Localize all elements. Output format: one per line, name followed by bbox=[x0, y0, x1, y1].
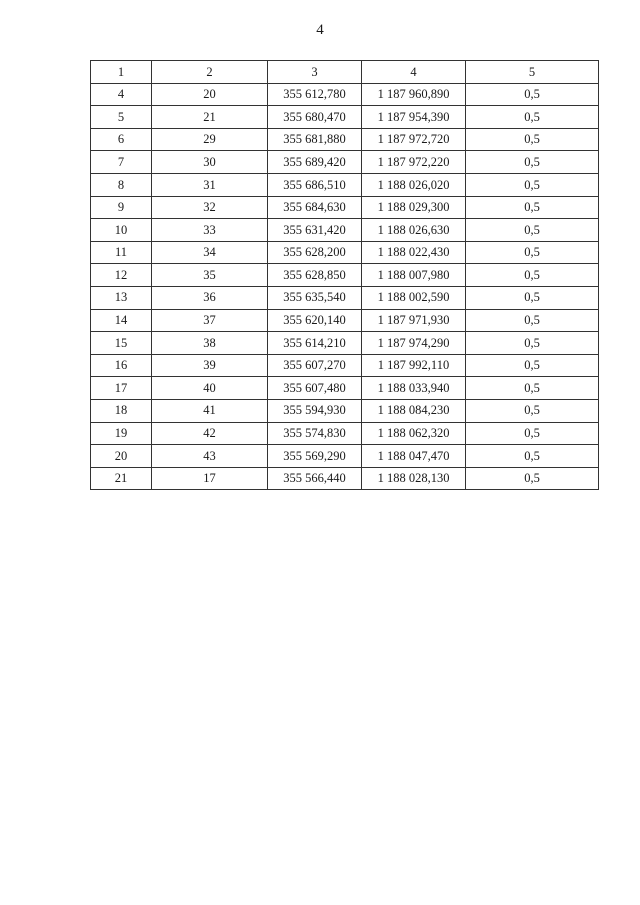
table-row bbox=[91, 241, 599, 264]
header-cell: 2 bbox=[152, 61, 268, 84]
table-cell: 0,5 bbox=[466, 83, 599, 106]
table-cell: 355 574,830 bbox=[268, 422, 362, 445]
table-row bbox=[91, 445, 599, 468]
table-cell: 33 bbox=[152, 219, 268, 242]
table-cell: 21 bbox=[152, 106, 268, 129]
table-row bbox=[91, 354, 599, 377]
table-cell: 43 bbox=[152, 445, 268, 468]
table-cell: 1 188 062,320 bbox=[362, 422, 466, 445]
table-cell: 1 187 972,220 bbox=[362, 151, 466, 174]
table-row bbox=[91, 83, 599, 106]
table-cell: 355 594,930 bbox=[268, 399, 362, 422]
header-cell: 1 bbox=[91, 61, 152, 84]
table-body bbox=[91, 83, 599, 490]
table-cell: 15 bbox=[91, 332, 152, 355]
table-cell: 32 bbox=[152, 196, 268, 219]
table-cell: 355 680,470 bbox=[268, 106, 362, 129]
table-cell: 14 bbox=[91, 309, 152, 332]
table-cell: 0,5 bbox=[466, 128, 599, 151]
table-cell: 38 bbox=[152, 332, 268, 355]
table-cell: 8 bbox=[91, 173, 152, 196]
table-cell: 41 bbox=[152, 399, 268, 422]
table-cell: 0,5 bbox=[466, 106, 599, 129]
table-cell: 37 bbox=[152, 309, 268, 332]
table-cell: 1 187 974,290 bbox=[362, 332, 466, 355]
table-cell: 30 bbox=[152, 151, 268, 174]
table-cell: 0,5 bbox=[466, 286, 599, 309]
table-cell: 12 bbox=[91, 264, 152, 287]
table-cell: 355 566,440 bbox=[268, 467, 362, 490]
table-row bbox=[91, 422, 599, 445]
table-cell: 0,5 bbox=[466, 399, 599, 422]
table-cell: 1 187 954,390 bbox=[362, 106, 466, 129]
table-cell: 1 187 960,890 bbox=[362, 83, 466, 106]
table-cell: 1 188 007,980 bbox=[362, 264, 466, 287]
table-cell: 0,5 bbox=[466, 151, 599, 174]
table-cell: 21 bbox=[91, 467, 152, 490]
header-cell: 3 bbox=[268, 61, 362, 84]
table-cell: 35 bbox=[152, 264, 268, 287]
table-cell: 11 bbox=[91, 241, 152, 264]
table-cell: 355 620,140 bbox=[268, 309, 362, 332]
table-cell: 1 188 047,470 bbox=[362, 445, 466, 468]
table-cell: 0,5 bbox=[466, 241, 599, 264]
table-cell: 1 188 022,430 bbox=[362, 241, 466, 264]
coordinates-table bbox=[90, 60, 599, 490]
table-cell: 0,5 bbox=[466, 445, 599, 468]
table-cell: 17 bbox=[91, 377, 152, 400]
table-cell: 0,5 bbox=[466, 332, 599, 355]
table-cell: 16 bbox=[91, 354, 152, 377]
table-cell: 42 bbox=[152, 422, 268, 445]
table-cell: 1 187 992,110 bbox=[362, 354, 466, 377]
table-cell: 355 635,540 bbox=[268, 286, 362, 309]
table-cell: 0,5 bbox=[466, 467, 599, 490]
table-cell: 20 bbox=[91, 445, 152, 468]
table-cell: 1 187 971,930 bbox=[362, 309, 466, 332]
table-cell: 13 bbox=[91, 286, 152, 309]
table-cell: 0,5 bbox=[466, 354, 599, 377]
table-row bbox=[91, 151, 599, 174]
table-cell: 9 bbox=[91, 196, 152, 219]
table-cell: 18 bbox=[91, 399, 152, 422]
table-cell: 6 bbox=[91, 128, 152, 151]
table-cell: 0,5 bbox=[466, 173, 599, 196]
header-cell: 4 bbox=[362, 61, 466, 84]
table-cell: 355 681,880 bbox=[268, 128, 362, 151]
table-row bbox=[91, 173, 599, 196]
table-cell: 355 689,420 bbox=[268, 151, 362, 174]
table-cell: 17 bbox=[152, 467, 268, 490]
table-row bbox=[91, 399, 599, 422]
table-cell: 19 bbox=[91, 422, 152, 445]
table-cell: 1 188 026,020 bbox=[362, 173, 466, 196]
table-cell: 0,5 bbox=[466, 309, 599, 332]
table-row bbox=[91, 377, 599, 400]
table-cell: 29 bbox=[152, 128, 268, 151]
table-cell: 20 bbox=[152, 83, 268, 106]
table-row bbox=[91, 106, 599, 129]
table-cell: 1 187 972,720 bbox=[362, 128, 466, 151]
page-number: 4 bbox=[316, 22, 324, 38]
table-cell: 355 684,630 bbox=[268, 196, 362, 219]
table-cell: 355 628,200 bbox=[268, 241, 362, 264]
table-cell: 0,5 bbox=[466, 264, 599, 287]
table-cell: 0,5 bbox=[466, 219, 599, 242]
table-cell: 1 188 084,230 bbox=[362, 399, 466, 422]
table-cell: 0,5 bbox=[466, 377, 599, 400]
table-row bbox=[91, 264, 599, 287]
header-row bbox=[91, 61, 599, 84]
table-row bbox=[91, 332, 599, 355]
table-cell: 355 631,420 bbox=[268, 219, 362, 242]
table-row bbox=[91, 309, 599, 332]
table-cell: 355 607,480 bbox=[268, 377, 362, 400]
table-row bbox=[91, 286, 599, 309]
table-cell: 0,5 bbox=[466, 422, 599, 445]
table-header bbox=[91, 61, 599, 84]
table-row bbox=[91, 196, 599, 219]
table-cell: 1 188 029,300 bbox=[362, 196, 466, 219]
table-cell: 5 bbox=[91, 106, 152, 129]
table-cell: 355 628,850 bbox=[268, 264, 362, 287]
table-cell: 1 188 026,630 bbox=[362, 219, 466, 242]
table-cell: 355 614,210 bbox=[268, 332, 362, 355]
table-row bbox=[91, 467, 599, 490]
table-cell: 1 188 002,590 bbox=[362, 286, 466, 309]
table-cell: 31 bbox=[152, 173, 268, 196]
table-cell: 36 bbox=[152, 286, 268, 309]
table-cell: 355 612,780 bbox=[268, 83, 362, 106]
table-cell: 355 569,290 bbox=[268, 445, 362, 468]
table-cell: 355 686,510 bbox=[268, 173, 362, 196]
table-cell: 1 188 028,130 bbox=[362, 467, 466, 490]
table-row bbox=[91, 219, 599, 242]
table-cell: 40 bbox=[152, 377, 268, 400]
table-cell: 7 bbox=[91, 151, 152, 174]
table-row bbox=[91, 128, 599, 151]
header-cell: 5 bbox=[466, 61, 599, 84]
table-cell: 34 bbox=[152, 241, 268, 264]
table-cell: 0,5 bbox=[466, 196, 599, 219]
table-cell: 355 607,270 bbox=[268, 354, 362, 377]
table-cell: 4 bbox=[91, 83, 152, 106]
table-cell: 39 bbox=[152, 354, 268, 377]
table-cell: 1 188 033,940 bbox=[362, 377, 466, 400]
table-cell: 10 bbox=[91, 219, 152, 242]
